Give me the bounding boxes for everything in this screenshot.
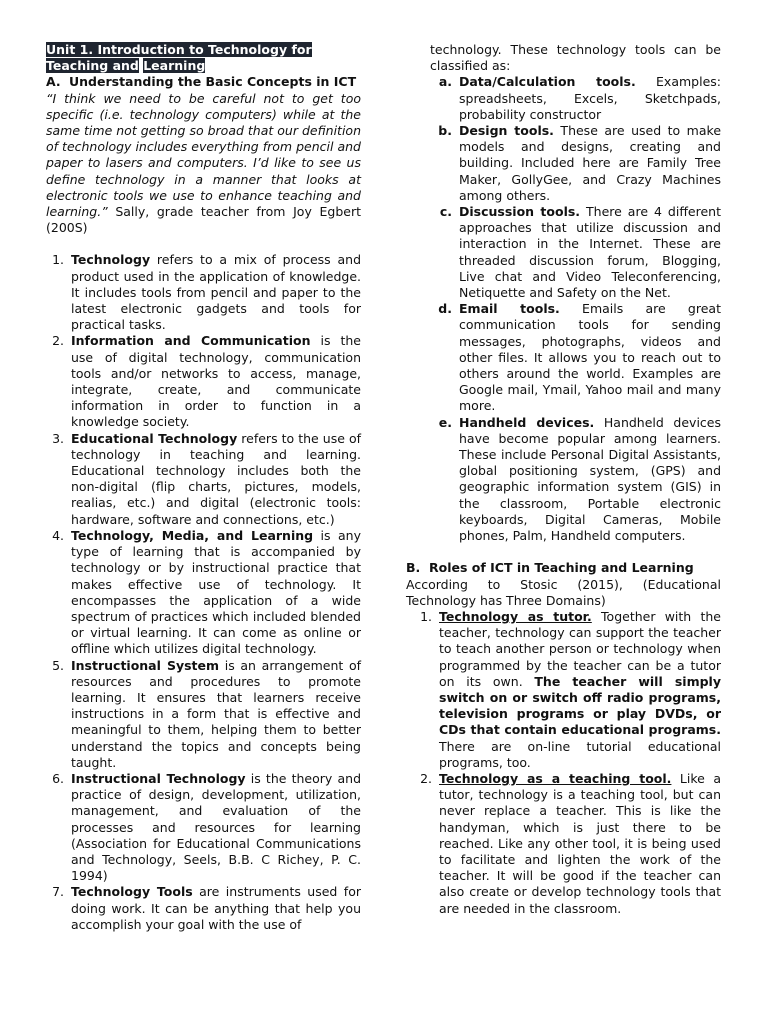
list-item: e. Handheld devices. Handheld devices have become popular among learners. These include Personal Digital Assistants, global positioning system, (GPS) and geographic information system (GIS) in the classroom, Portable electronic keyboards, Digital Cameras, Mobile phones, Palm, Handheld computers.	[438, 414, 721, 544]
section-b-title: Roles of ICT in Teaching and Learning	[429, 560, 694, 576]
list-item: 5. Instructional System is an arrangement of resources and procedures to promote learning. It ensures that learners receive instructions in a form that is effective and meaningful to them, helping them to better understand the topics and concepts being taught.	[52, 657, 361, 770]
list-item: c. Discussion tools. There are 4 different approaches that utilize discussion and interaction in the Internet. These are threaded discussion forum, Blogging, Live chat and Video Teleconferencing, Netiquette and Safety on the Net.	[439, 204, 721, 301]
unit-title-line2a: Teaching and	[46, 58, 139, 74]
list-item: b. Design tools. These are used to make models and designs, creating and building. Included here are Family Tree Maker, GollyGee, and Crazy Machines among others.	[438, 123, 722, 203]
role-term: Technology as a teaching tool.	[439, 770, 672, 786]
tools-continuation: technology. These technology tools can be classified as:	[430, 42, 721, 74]
role-term: Technology as tutor.	[439, 608, 592, 624]
definition-term: Educational Technology	[71, 430, 238, 446]
left-column	[46, 42, 361, 933]
definitions-list	[46, 252, 361, 933]
unit-title-line2b: Learning	[143, 58, 206, 74]
tools-list	[406, 74, 721, 544]
tool-term: Data/Calculation tools.	[459, 74, 636, 90]
intro-quote-paragraph	[46, 91, 361, 237]
list-item: 1. Technology refers to a mix of process and product used in the application of knowledge. It includes tools from pencil and paper to the latest electronic gadgets and tools for practical tasks.	[52, 252, 361, 333]
list-item: d. Email tools. Emails are great communication tools for sending messages, photographs, videos and other files. It allows you to reach out to others around the world. Examples are Google mail, Ymail, Yahoo mail and many more.	[438, 301, 721, 414]
section-b-heading	[406, 560, 721, 576]
definition-term: Technology Tools	[71, 884, 193, 900]
list-item: 2. Information and Communication is the use of digital technology, communication tools and/or networks to access, manage, integrate, create, and communicate information in order to function in a knowledge society.	[52, 333, 361, 430]
tool-term: Email tools.	[459, 301, 560, 317]
list-item: 6. Instructional Technology is the theory and practice of design, development, utilization, management, and evaluation of the processes and resources for learning (Association for Educational Communications and Technology, Seels, B.B. C Richey, P. C. 1994)	[52, 770, 361, 884]
right-column	[406, 42, 721, 917]
section-b-letter: B.	[406, 560, 421, 576]
roles-list	[406, 609, 721, 917]
unit-title	[46, 42, 361, 74]
quote-attribution: Sally, grade teacher from Joy Egbert (200S)	[46, 204, 361, 236]
list-item: 2. Technology as a teaching tool. Like a tutor, technology is a teaching tool, but can never replace a teacher. This is like the handyman, which is just there to be reached. Like any other tool, it is being used to facilitate and lighten the work of the teacher. It will be good if the teacher can also create or develop technology tools that are needed in the classroom.	[420, 770, 721, 916]
definition-term: Instructional Technology	[71, 770, 246, 786]
definition-term: Information and Communication	[71, 333, 311, 349]
section-a-letter: A.	[46, 74, 61, 90]
list-item: a. Data/Calculation tools. Examples: spreadsheets, Excels, Sketchpads, probability constructor	[438, 74, 721, 122]
tool-term: Handheld devices.	[459, 414, 595, 430]
tool-term: Design tools.	[459, 123, 554, 139]
section-a-heading	[46, 74, 361, 90]
section-a-title: Understanding the Basic Concepts in ICT	[69, 74, 357, 90]
list-item: 1. Technology as tutor. Together with the teacher, technology can support the teacher to teach another person or technology when programmed by the teacher can be a tutor on its own. The teacher will simply switch on or switch off radio programs, television programs or play DVDs, or CDs that contain educational programs. There are on-line tutorial educational programs, too.	[420, 608, 721, 770]
list-item: 3. Educational Technology refers to the use of technology in teaching and learning. Educational technology includes both the non-digital (flip charts, pictures, models, realias, etc.) and digital (electronic tools: hardware, software and connections, etc.)	[52, 430, 361, 527]
definition-term: Technology	[71, 252, 151, 268]
list-item: 7. Technology Tools are instruments used for doing work. It can be anything that help you accomplish your goal with the use of	[52, 884, 361, 932]
intro-quote: “I think we need to be careful not to get too specific (i.e. technology computers) while at the same time not getting so broad that our definition of technology includes everything from pencil and paper to lasers and computers. I’d like to see us define technology in a manner that looks at electronic tools we use to enhance teaching and learning.”	[46, 90, 361, 220]
list-item: 4. Technology, Media, and Learning is any type of learning that is accompanied by technology or by instructional practice that makes effective use of technology. It encompasses the application of a wide spectrum of practices which included blended or virtual learning. It can come as online or offline which utilizes digital technology.	[52, 527, 361, 657]
tool-term: Discussion tools.	[459, 204, 581, 220]
unit-title-line1: Unit 1. Introduction to Technology for	[46, 42, 312, 57]
definition-term: Technology, Media, and Learning	[71, 527, 314, 543]
definition-term: Instructional System	[71, 657, 220, 673]
section-b-intro: According to Stosic (2015), (Educational Technology has Three Domains)	[406, 576, 721, 608]
